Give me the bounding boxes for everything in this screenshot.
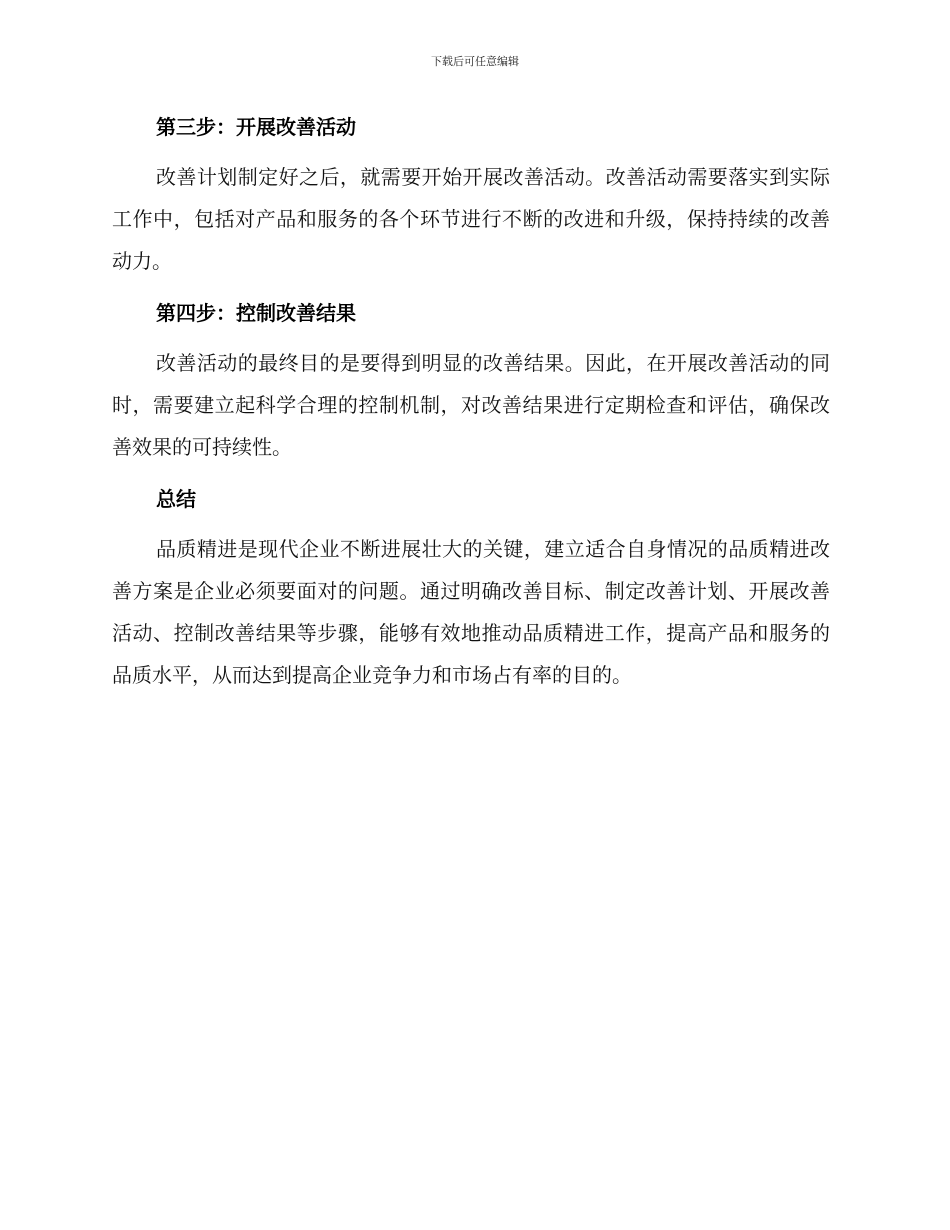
- page-header: 下载后可任意编辑: [431, 55, 519, 68]
- section-heading-step-three: 第三步：开展改善活动: [156, 115, 356, 139]
- section-paragraph-summary: 品质精进是现代企业不断进展壮大的关键，建立适合自身情况的品质精进改善方案是企业必须要面对的问题。通过明确改善目标、制定改善计划、开展改善活动、控制改善结果等步骤，能够有效地推动品质精进工作，提高产品和服务的品质水平，从而达到提高企业竞争力和市场占有率的目的。: [112, 537, 830, 687]
- section-paragraph-step-four: 改善活动的最终目的是要得到明显的改善结果。因此，在开展改善活动的同时，需要建立起科学合理的控制机制，对改善结果进行定期检查和评估，确保改善效果的可持续性。: [112, 351, 830, 459]
- section-heading-summary: 总结: [156, 487, 196, 511]
- document-body: [112, 106, 830, 706]
- section-paragraph-step-three: 改善计划制定好之后，就需要开始开展改善活动。改善活动需要落实到实际工作中，包括对产品和服务的各个环节进行不断的改进和升级，保持持续的改善动力。: [112, 165, 830, 273]
- section-heading-step-four: 第四步：控制改善结果: [156, 301, 356, 325]
